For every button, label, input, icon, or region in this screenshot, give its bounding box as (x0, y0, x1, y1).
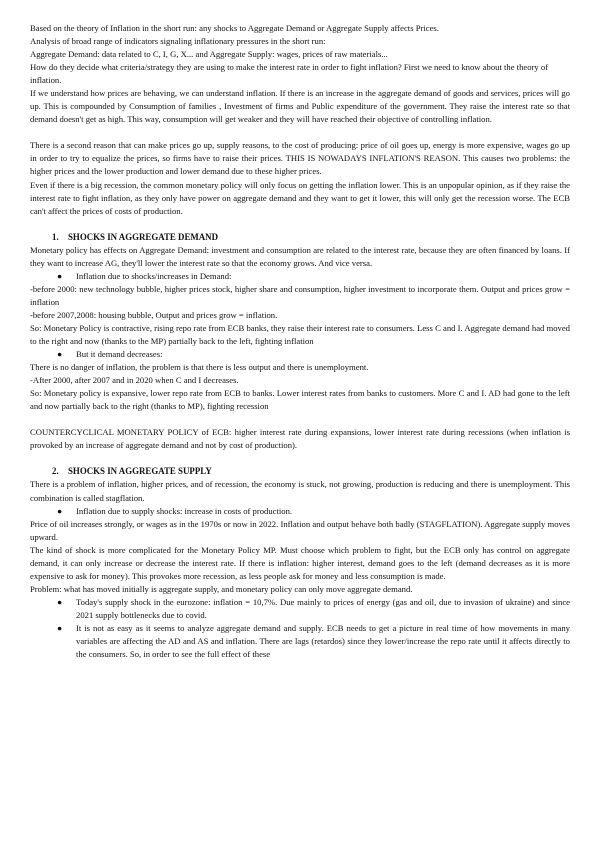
section1-paragraph-4: So: Monetary Policy is contractive, rising repo rate from ECB banks, they raise their interest rate to consumers. Less C and I. Aggregate demand had moved to the right and now (thanks to the MP) partially back to the left, fighting inflation (30, 322, 570, 347)
spacer (30, 126, 570, 139)
section1-paragraph-3: -before 2007,2008: housing bubble, Output and prices grow = inflation. (30, 309, 278, 320)
section2-paragraph-3: The kind of shock is more complicated for the Monetary Policy MP. Must choose which problem to fight, but the ECB only has control on aggregate demand, it can only increase or decrease the interest rate. If there is inflation: higher interest, demand goes to the left (demand decreases as it is more expensive to ask for money). This provokes more recession, as less people ask for money and less consumption is made. (30, 544, 570, 581)
section2-paragraph-2: Price of oil increases strongly, or wages as in the 1970s or now in 2022. Inflation and output behave both badly (STAGFLATION). Aggregate supply moves upward. (30, 518, 570, 542)
bullet-icon: ● (57, 596, 63, 607)
section-heading-supply: 2. SHOCKS IN AGGREGATE SUPPLY (52, 466, 212, 477)
section1-bullet-2: ● But it demand decreases: (30, 348, 570, 361)
intro-paragraph: If we understand how prices are behaving, we can understand inflation. If there is an increase in the aggregate demand of goods and services, prices will go up. This is compounded by Consumption of families , Investment of firms and Public expenditure of the government. They raise the interest rate so that demand doesn't get as high. This way, consumption will get weaker and they will have reached their objective of controlling inflation. (30, 88, 570, 125)
spacer (30, 452, 570, 465)
bullet-icon: ● (57, 270, 63, 281)
bullet-icon: ● (57, 505, 63, 516)
recession-paragraph: Even if there is a big recession, the common monetary policy will only focus on getting the inflation lower. This is an unpopular opinion, as if they raise the interest rate to fight inflation, as they only have power on aggregate demand and they want to get it lower, this will only get the recession worse. The ECB can't affect the prices of costs of production. (30, 179, 570, 216)
intro-line-3: Aggregate Demand: data related to C, I, G, X... and Aggregate Supply: wages, prices of raw materials... (30, 49, 388, 60)
intro-line-2: Analysis of broad range of indicators signaling inflationary pressures in the short run: (30, 36, 326, 47)
section1-paragraph-5: There is no danger of inflation, the problem is that there is less output and there is unemployment. (30, 362, 369, 373)
section1-paragraph-2: -before 2000: new technology bubble, higher prices stock, higher share and consumption, higher investment to incorporate them. Output and prices grow = inflation (30, 283, 570, 307)
section2-bullet-3: ● It is not as easy as it seems to analyze aggregate demand and supply. ECB needs to get a picture in real time of how movements in many variables are affecting the AD and AS and inflation. There are lags (retardos) since they lower/increase the repo rate until it affects directly to the consumers. So, in order to see the full effect of these (57, 622, 570, 660)
section1-paragraph-7: So: Monetary policy is expansive, lower repo rate from ECB to banks. Lower interest rates from banks to customers. More C and I. AD had gone to the left and now partially back to the right (thanks to MP), fighting recession (30, 388, 570, 412)
section2-paragraph-4: Problem: what has moved initially is aggregate supply, and monetary policy can only move aggregate demand. (30, 583, 413, 594)
section-heading-demand: 1. SHOCKS IN AGGREGATE DEMAND (52, 231, 218, 242)
section2-bullet-2: ● Today's supply shock in the eurozone: inflation = 10,7%. Due mainly to prices of energy (gas and oil, due to invasion of ukraine) and since 2021 supply bottlenecks due to covid. (57, 596, 570, 620)
supply-reasons-paragraph: There is a second reason that can make prices go up, supply reasons, to the cost of producing: price of oil goes up, energy is more expensive, wages go up in order to try to equalize the prices, so firms have to raise their prices. THIS IS NOWADAYS INFLATION'S REASON. This causes two problems: the higher prices and the lower production and lower demand due to these higher prices. (30, 140, 570, 177)
intro-question: How do they decide what criteria/strategy they are using to make the interest rate in order to fight inflation? First we need to know about the theory of inflation. (30, 62, 549, 86)
spacer (30, 218, 570, 231)
section2-bullet-1: ● Inflation due to supply shocks: increase in costs of production. (30, 505, 570, 518)
section1-bullet-1: ● Inflation due to shocks/increases in Demand: (30, 270, 570, 283)
spacer (30, 413, 570, 426)
section2-paragraph-1: There is a problem of inflation, higher prices, and of recession, the economy is stuck, not growing, production is reducing and there is unemployment. This combination is called stagflation. (30, 479, 570, 503)
intro-line-1: Based on the theory of Inflation in the short run: any shocks to Aggregate Demand or Aggregate Supply affects Prices. (30, 23, 439, 33)
section1-paragraph-1: Monetary policy has effects on Aggregate Demand: investment and consumption are related to the interest rate, because they are often financed by loans. If they want to increase AG, they'll lower the interest rate so that the economy grows. And vice versa. (30, 244, 570, 268)
bullet-icon: ● (57, 349, 63, 360)
countercyclical-paragraph: COUNTERCYCLICAL MONETARY POLICY of ECB: higher interest rate during expansions, lower interest rate during recessions (when inflation is provoked by an increase of aggregate demand and not by cost of production). (30, 427, 570, 451)
bullet-icon: ● (57, 622, 63, 633)
section1-paragraph-6: -After 2000, after 2007 and in 2020 when C and I decreases. (30, 375, 239, 386)
